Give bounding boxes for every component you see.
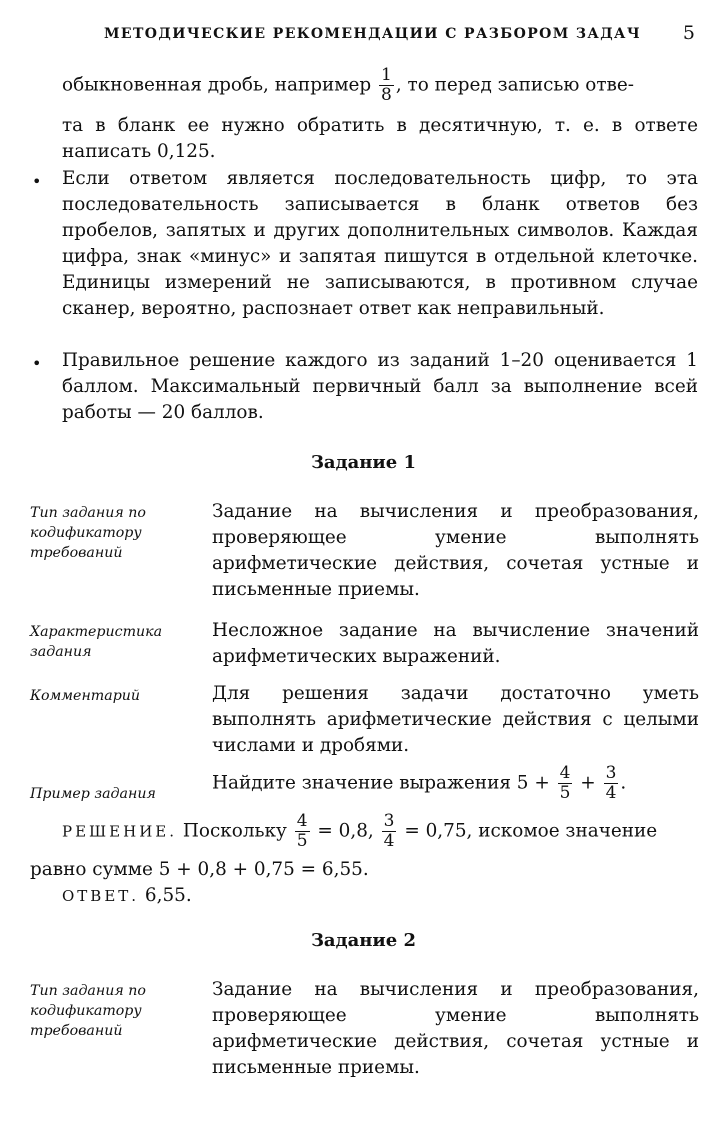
fraction-numerator: 4	[559, 763, 571, 783]
fraction-three-fourths	[382, 812, 397, 851]
bullet-marker: •	[32, 172, 42, 191]
fraction-numerator: 4	[296, 811, 308, 831]
example-expression-start: Найдите значение выражения 5 +	[212, 772, 550, 794]
solution-text-start: Поскольку	[182, 820, 287, 842]
fraction-denominator: 4	[383, 831, 395, 851]
task-2-type-text: Задание на вычисления и преобразования, проверяющее умение выполнять арифметические действия, сочетая устные и письменные приемы.	[212, 979, 699, 1078]
bullet-marker: •	[32, 354, 42, 373]
solution-equals-2: = 0,75, искомое значение	[404, 820, 658, 842]
intro-line1-end: , то перед записью отве-	[395, 74, 634, 96]
fraction-numerator: 3	[605, 763, 617, 783]
solution-label: РЕШЕНИЕ.	[62, 822, 177, 841]
fraction-denominator: 5	[296, 831, 308, 851]
fraction-denominator: 4	[605, 783, 617, 803]
intro-paragraph	[62, 66, 698, 105]
fraction-numerator: 1	[381, 65, 392, 85]
task-1-comment-label: Комментарий	[30, 688, 141, 704]
answer-value: 6,55.	[144, 885, 192, 906]
task-1-example-text	[212, 764, 626, 803]
fraction-four-fifths	[558, 764, 573, 803]
fraction-numerator: 3	[383, 811, 395, 831]
running-head: МЕТОДИЧЕСКИЕ РЕКОМЕНДАЦИИ С РАЗБОРОМ ЗАДАЧ	[104, 26, 642, 42]
fraction-four-fifths	[295, 812, 310, 851]
period: .	[620, 772, 627, 794]
page-header	[0, 22, 727, 48]
task-2-type-label: Тип задания по кодификатору требований	[30, 983, 146, 1039]
fraction-one-eighth	[379, 66, 394, 105]
bullet-item-2: Правильное решение каждого из заданий 1–20 оценивается 1 баллом. Максимальный первичный балл за выполнение всей работы — 20 баллов.	[62, 350, 698, 423]
task-1-answer	[62, 883, 192, 909]
intro-continuation: та в бланк ее нужно обратить в десятичную, т. е. в ответе написать 0,125.	[62, 115, 698, 162]
fraction-denominator: 8	[381, 85, 392, 105]
task-1-type-label: Тип задания по кодификатору требований	[30, 505, 146, 561]
task-1-solution-line-2: равно сумме 5 + 0,8 + 0,75 = 6,55.	[30, 859, 369, 880]
task-1-comment-text: Для решения задачи достаточно уметь выполнять арифметические действия с целыми числами и дробями.	[212, 683, 699, 756]
intro-line1-start: обыкновенная дробь, например	[62, 74, 378, 96]
plus-sign: +	[580, 772, 596, 794]
task-2-heading: Задание 2	[310, 930, 417, 951]
task-1-heading: Задание 1	[310, 452, 417, 473]
task-1-example-label: Пример задания	[30, 786, 156, 802]
answer-label: ОТВЕТ.	[62, 887, 140, 905]
task-1-solution	[62, 812, 657, 851]
task-1-characteristic-text: Несложное задание на вычисление значений арифметических выражений.	[212, 620, 699, 667]
task-1-type-text: Задание на вычисления и преобразования, проверяющее умение выполнять арифметические действия, сочетая устные и письменные приемы.	[212, 501, 699, 600]
task-1-characteristic-label: Характеристика задания	[30, 624, 163, 660]
bullet-item-1: Если ответом является последовательность цифр, то эта последовательность записывается в бланк ответов без пробелов, запятых и других дополнительных символов. Каждая цифра, знак «минус» и запятая пишутся в отдельной клеточке. Единицы измерений не записываются, в противном случае сканер, вероятно, распознает ответ как неправильный.	[62, 168, 698, 319]
fraction-three-fourths	[604, 764, 619, 803]
page-number: 5	[682, 22, 695, 44]
solution-equals-1: = 0,8,	[317, 820, 374, 842]
fraction-denominator: 5	[559, 783, 571, 803]
